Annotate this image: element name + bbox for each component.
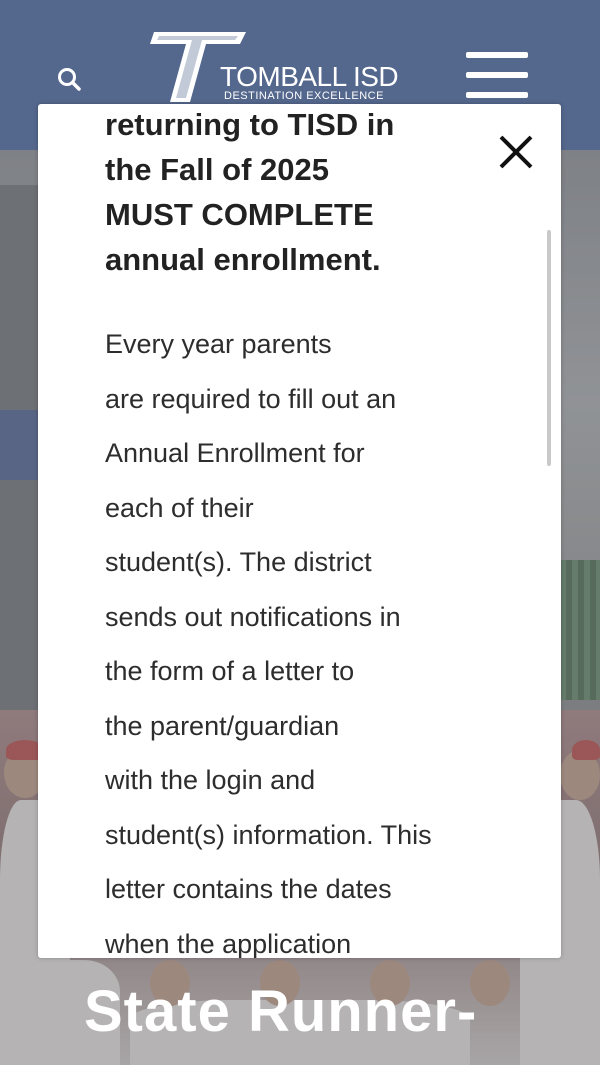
body-line: letter contains the dates: [105, 874, 392, 904]
headline-line: MUST COMPLETE: [105, 197, 374, 232]
body-line: the form of a letter to: [105, 656, 355, 686]
headline-line: the Fall of 2025: [105, 152, 329, 187]
body-line: when the application: [105, 928, 352, 958]
modal-scrollbar[interactable]: [547, 230, 551, 466]
modal-content: [105, 104, 505, 958]
headline-line: returning to TISD in: [105, 107, 395, 142]
logo-tagline: DESTINATION EXCELLENCE: [224, 90, 384, 102]
modal-body-text: [105, 317, 505, 958]
search-icon[interactable]: [56, 66, 82, 92]
enrollment-modal: [38, 104, 561, 958]
body-line: with the login and: [105, 765, 316, 795]
body-line: sends out notifications in: [105, 601, 401, 632]
body-line: are required to fill out an: [105, 383, 397, 414]
body-line: Every year parents: [105, 329, 332, 359]
hero-banner-text: State Runner-: [84, 979, 478, 1044]
logo-name: TOMBALL ISD: [220, 61, 399, 92]
body-line: student(s). The district: [105, 547, 372, 577]
body-line: the parent/guardian: [105, 710, 340, 741]
hamburger-menu-icon[interactable]: [466, 52, 530, 98]
modal-headline: [105, 104, 505, 282]
body-line: student(s) information. This: [105, 819, 432, 850]
body-line: each of their: [105, 492, 254, 523]
headline-line: annual enrollment.: [105, 242, 381, 277]
body-line: Annual Enrollment for: [105, 438, 365, 468]
district-logo[interactable]: [146, 28, 436, 106]
